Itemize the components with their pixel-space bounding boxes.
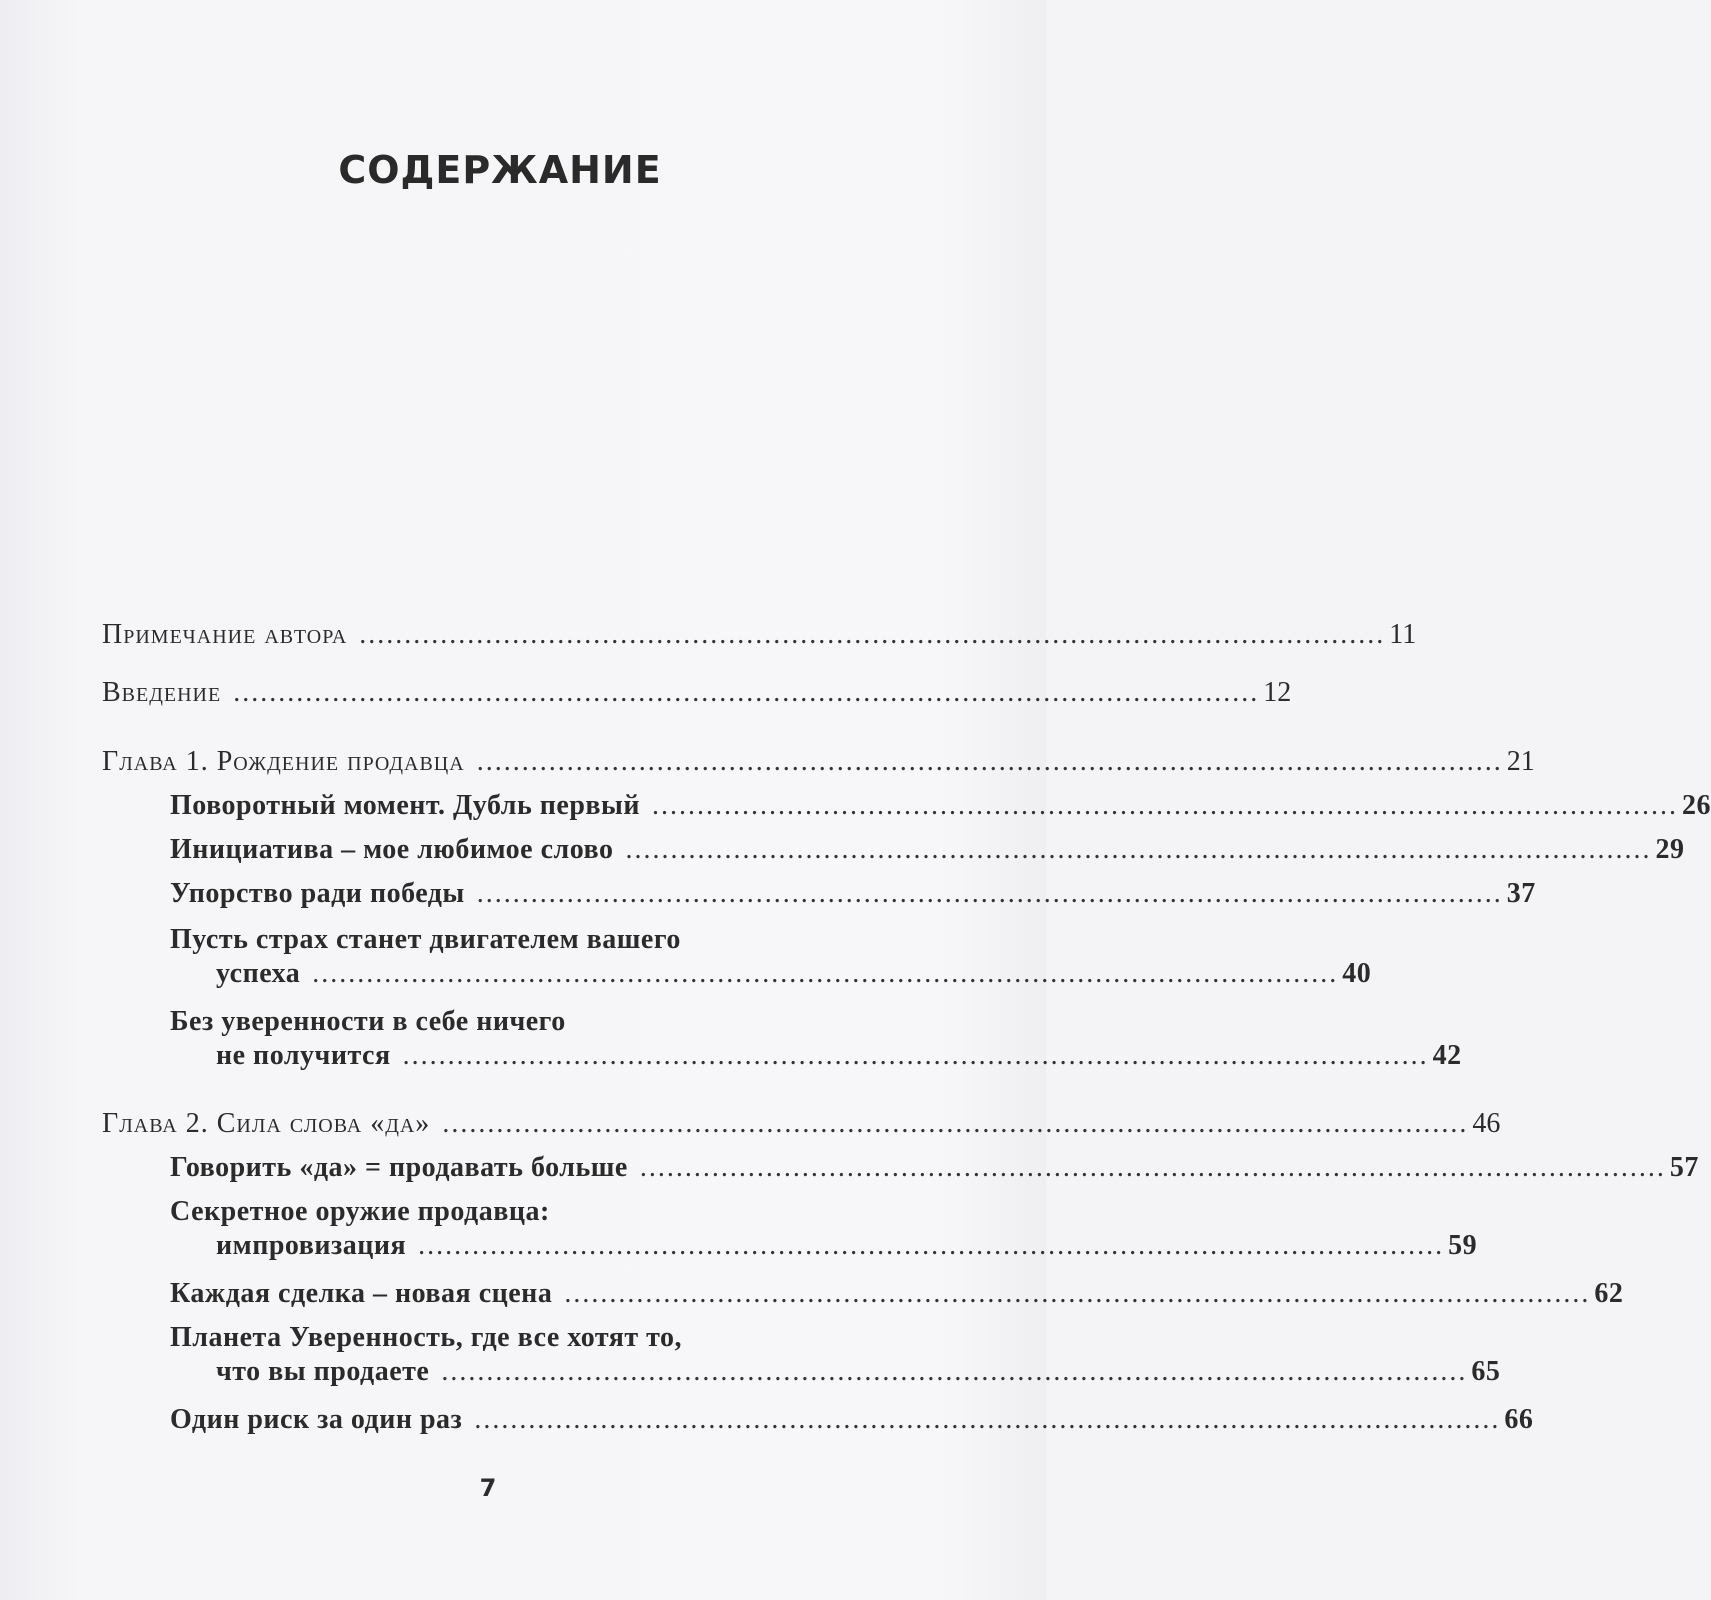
toc-page-number: 42 <box>1432 1040 1462 1071</box>
toc-entry <box>102 618 1417 652</box>
toc-subentry <box>170 877 1536 911</box>
toc-entry-label-continued: успеха <box>216 958 301 989</box>
leader-dots: .................................................................................................................. <box>418 1230 1445 1261</box>
toc-entry <box>102 676 1292 710</box>
leader-dots: .................................................................................................................. <box>442 1108 1469 1139</box>
toc-entry-label: Поворотный момент. Дубль первый <box>170 790 641 821</box>
toc-page-number: 37 <box>1506 878 1536 909</box>
toc-entry-label: Глава 1. Рождение продавца <box>102 746 465 777</box>
toc-entry-label: Введение <box>102 677 222 708</box>
toc-page-number: 59 <box>1448 1230 1478 1261</box>
toc-entry-label: Говорить «да» = продавать больше <box>170 1152 628 1183</box>
toc-entry-label: Упорство ради победы <box>170 878 465 909</box>
toc-page-number: 26 <box>1682 790 1711 821</box>
leader-dots: .................................................................................................................. <box>564 1278 1591 1309</box>
toc-entry-label: Без уверенности в себе ничего <box>170 1006 566 1037</box>
toc-entry-label: Пусть страх станет двигателем вашего <box>170 924 681 955</box>
toc-entry-label-continued: не получится <box>216 1040 391 1071</box>
toc-subentry <box>170 1005 1462 1073</box>
toc-chapter-entry <box>102 745 1535 779</box>
toc-subentry <box>170 789 1711 823</box>
leader-dots: .................................................................................................................. <box>359 619 1386 650</box>
toc-page-number: 11 <box>1389 619 1417 650</box>
leader-dots: .................................................................................................................. <box>474 1404 1501 1435</box>
toc-entry-label-continued: импровизация <box>216 1230 407 1261</box>
leader-dots: .................................................................................................................. <box>233 677 1260 708</box>
toc-page-number: 62 <box>1594 1278 1624 1309</box>
toc-entry-label: Один риск за один раз <box>170 1404 463 1435</box>
toc-subentry <box>170 1195 1478 1263</box>
toc-subentry <box>170 833 1685 867</box>
leader-dots: .................................................................................................................. <box>476 878 1503 909</box>
page-number: 7 <box>479 1474 497 1502</box>
leader-dots: .................................................................................................................. <box>625 834 1652 865</box>
leader-dots: .................................................................................................................. <box>441 1356 1468 1387</box>
toc-entry-label: Инициатива – мое любимое слово <box>170 834 614 865</box>
toc-chapter-entry <box>102 1107 1501 1141</box>
toc-page-number: 21 <box>1506 746 1535 777</box>
toc-entry-label: Примечание автора <box>102 619 348 650</box>
leader-dots: .................................................................................................................. <box>652 790 1679 821</box>
toc-page-number: 12 <box>1263 677 1292 708</box>
toc-page-number: 29 <box>1655 834 1685 865</box>
leader-dots: .................................................................................................................. <box>476 746 1503 777</box>
toc-entry-label-continued: что вы продаете <box>216 1356 430 1387</box>
toc-subentry <box>170 1321 1501 1389</box>
toc-page-number: 40 <box>1342 958 1372 989</box>
leader-dots: .................................................................................................................. <box>312 958 1339 989</box>
toc-subentry <box>170 1277 1624 1311</box>
toc-subentry <box>170 923 1372 991</box>
toc-page-number: 57 <box>1669 1152 1699 1183</box>
toc-entry-label: Глава 2. Сила слова «да» <box>102 1108 431 1139</box>
page-title: СОДЕРЖАНИЕ <box>338 148 662 192</box>
leader-dots: .................................................................................................................. <box>639 1152 1666 1183</box>
toc-page-number: 66 <box>1504 1404 1534 1435</box>
toc-subentry <box>170 1151 1699 1185</box>
toc-page-number: 65 <box>1471 1356 1501 1387</box>
toc-entry-label: Каждая сделка – новая сцена <box>170 1278 553 1309</box>
toc-subentry <box>170 1403 1534 1437</box>
toc-entry-label: Планета Уверенность, где все хотят то, <box>170 1322 683 1353</box>
toc-page-number: 46 <box>1472 1108 1501 1139</box>
leader-dots: .................................................................................................................. <box>402 1040 1429 1071</box>
toc-entry-label: Секретное оружие продавца: <box>170 1196 550 1227</box>
